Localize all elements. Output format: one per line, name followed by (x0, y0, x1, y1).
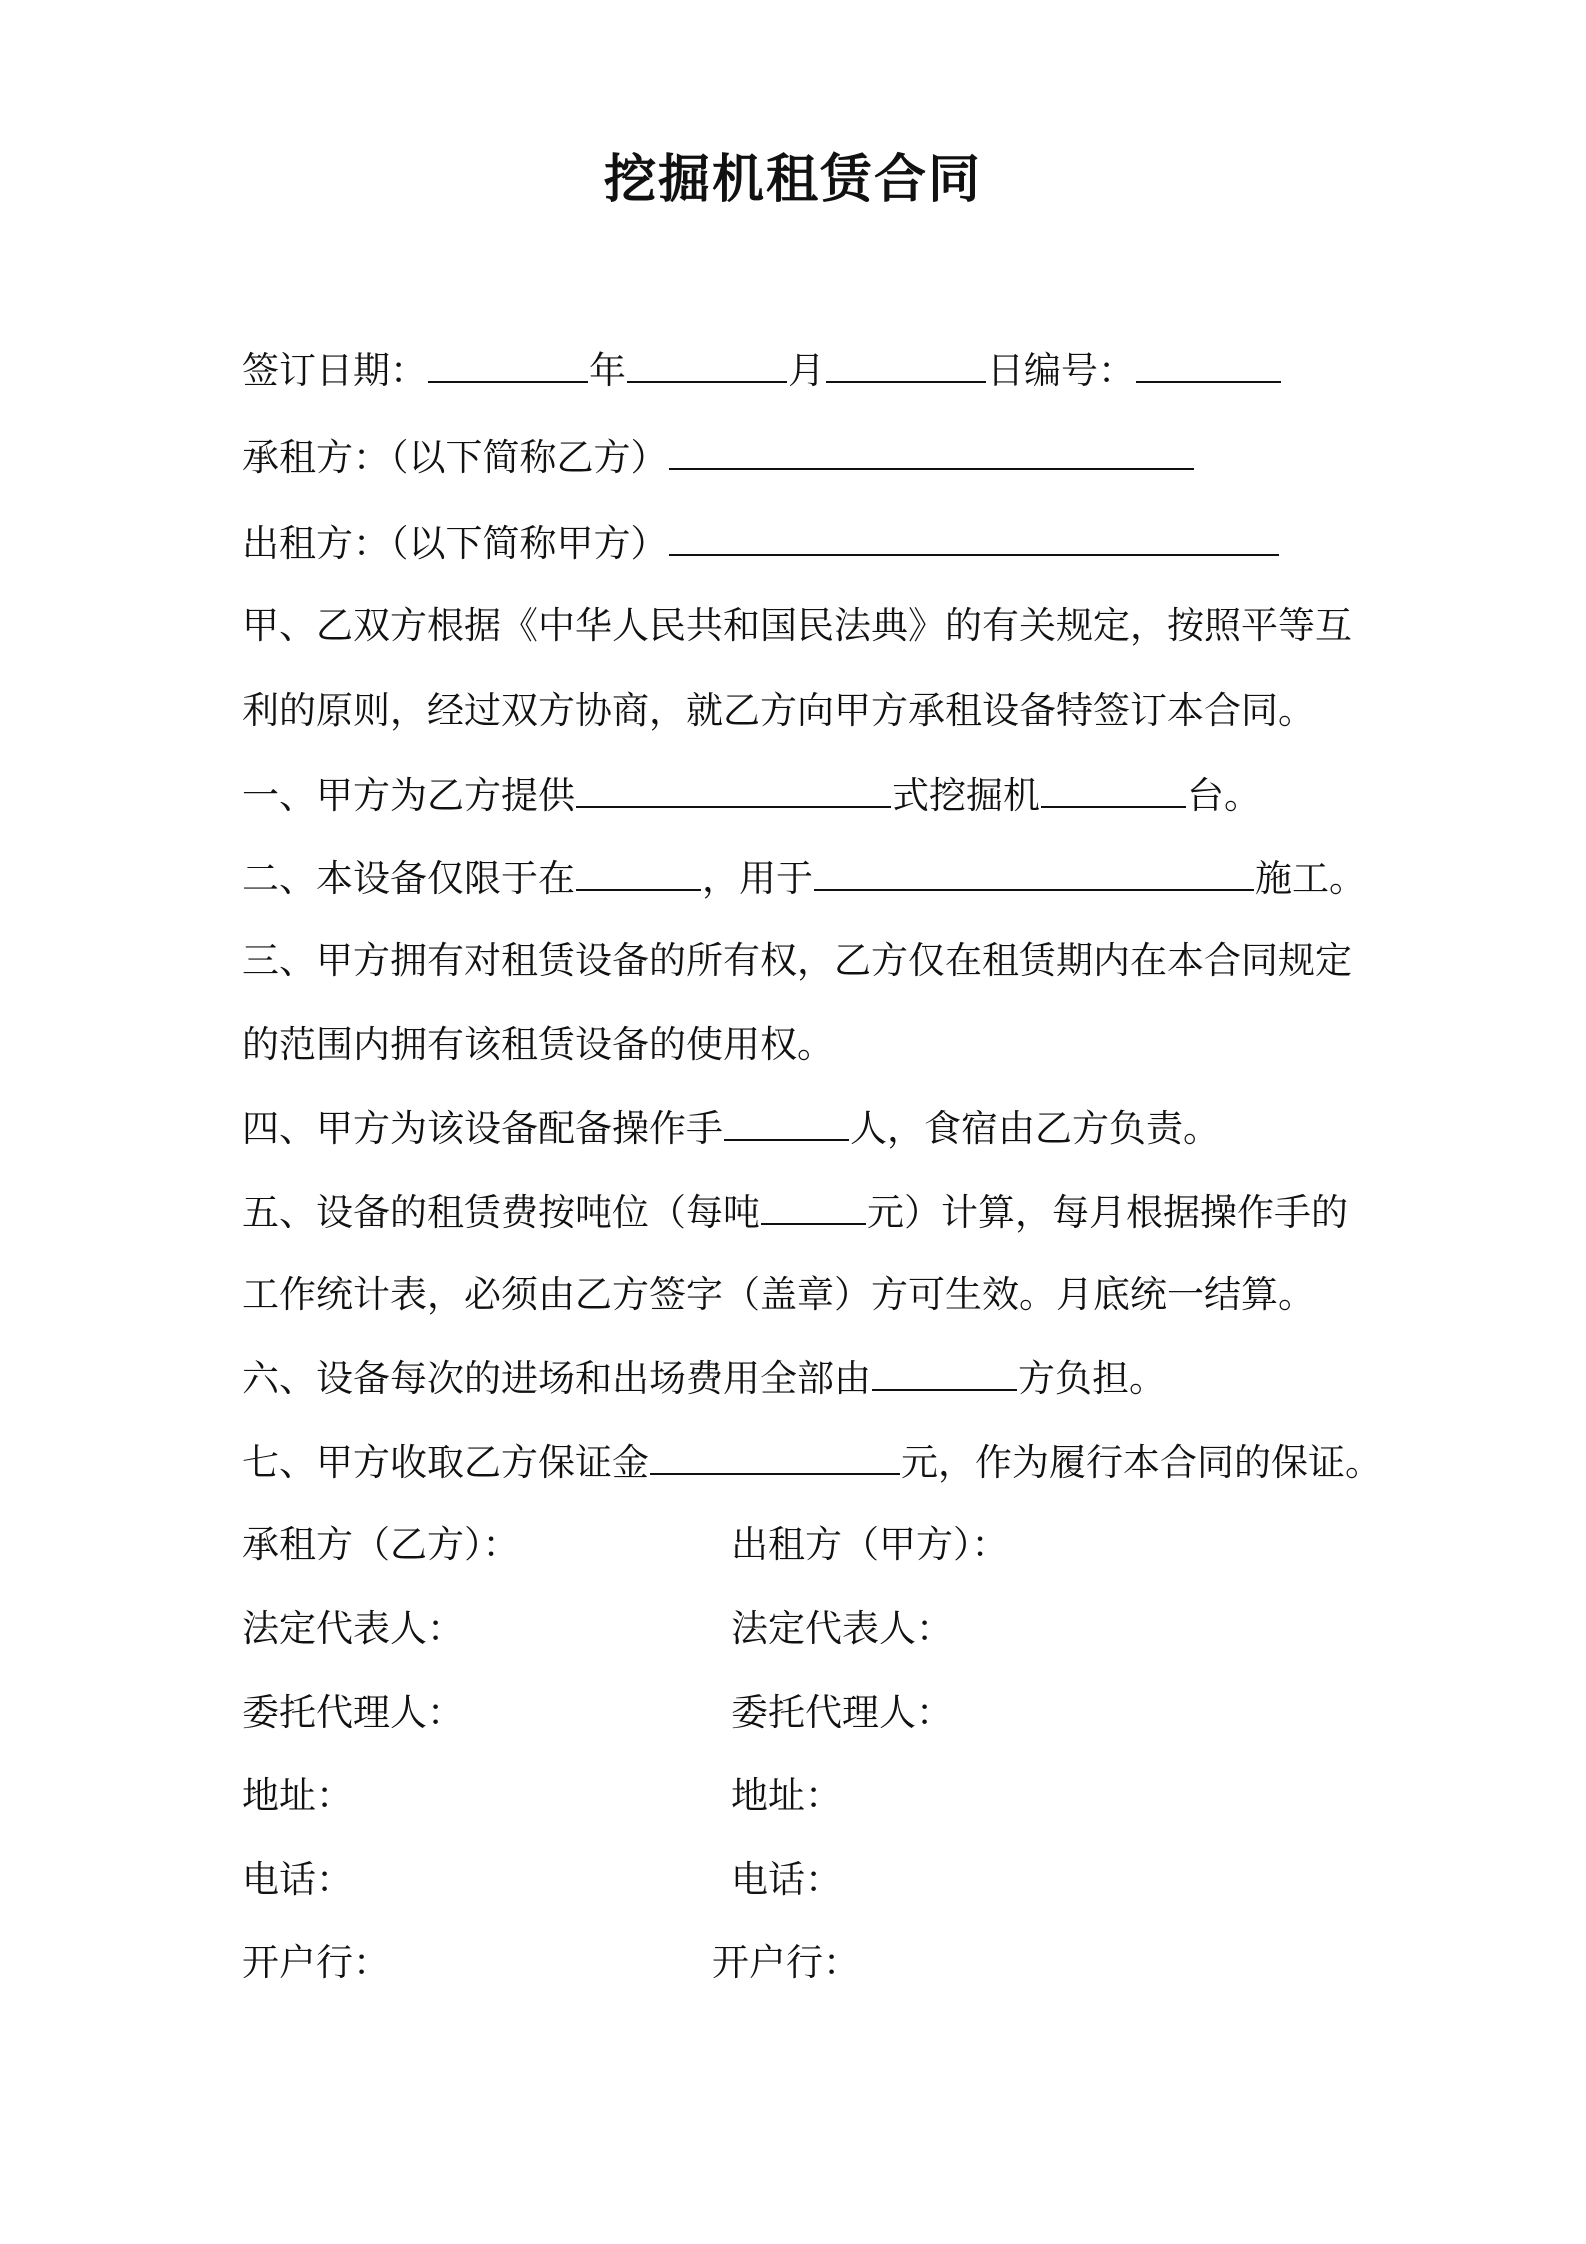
clause-3-line-1: 三、甲方拥有对租赁设备的所有权，乙方仅在租赁期内在本合同规定 (242, 939, 1352, 982)
date-line (242, 345, 1282, 396)
lessor-address-label: 地址： (731, 1774, 842, 1817)
lessor-bank-label: 开户行： (712, 1941, 860, 1984)
location-blank[interactable] (576, 853, 701, 891)
clause-5-text-a: 五、设备的租赁费按吨位（每吨 (242, 1191, 760, 1234)
lessee-label: 承租方：（以下简称乙方） (242, 436, 668, 479)
operator-count-blank[interactable] (724, 1103, 849, 1141)
clause-5-text-b: 元）计算，每月根据操作手的 (867, 1191, 1348, 1234)
clause-5-line-2: 工作统计表，必须由乙方签字（盖章）方可生效。月底统一结算。 (242, 1273, 1315, 1316)
clause-6-text-b: 方负担。 (1018, 1357, 1166, 1400)
excavator-count-blank[interactable] (1041, 770, 1186, 808)
rate-per-ton-blank[interactable] (761, 1187, 866, 1225)
lessor-label: 出租方：（以下简称甲方） (242, 522, 668, 565)
day-number-label: 日编号： (987, 349, 1135, 392)
lessee-line (242, 432, 1195, 483)
lessor-line (242, 518, 1280, 569)
excavator-model-blank[interactable] (576, 770, 891, 808)
fee-party-blank[interactable] (872, 1353, 1017, 1391)
lessor-blank[interactable] (669, 518, 1279, 556)
clause-6 (242, 1353, 1166, 1404)
lessor-party-label: 出租方（甲方）： (731, 1523, 1009, 1566)
clause-6-text-a: 六、设备每次的进场和出场费用全部由 (242, 1357, 871, 1400)
clause-4-text-a: 四、甲方为该设备配备操作手 (242, 1107, 723, 1150)
year-label: 年 (589, 349, 626, 392)
lessor-phone-label: 电话： (731, 1858, 842, 1901)
purpose-blank[interactable] (814, 853, 1254, 891)
clause-7 (242, 1437, 1382, 1488)
clause-2-text-c: 施工。 (1255, 857, 1366, 900)
clause-2-text-a: 二、本设备仅限于在 (242, 857, 575, 900)
clause-7-text-b: 元，作为履行本合同的保证。 (901, 1441, 1382, 1484)
page-title: 挖掘机租赁合同 (603, 150, 982, 210)
lessee-phone-label: 电话： (242, 1858, 353, 1901)
lessee-address-label: 地址： (242, 1774, 353, 1817)
lessee-blank[interactable] (669, 432, 1194, 470)
date-label: 签订日期： (242, 349, 427, 392)
clause-1-text-c: 台。 (1187, 774, 1261, 817)
clause-1-text-b: 式挖掘机 (892, 774, 1040, 817)
day-blank[interactable] (826, 345, 986, 383)
clause-5-line-1 (242, 1187, 1348, 1238)
clause-1 (242, 770, 1261, 821)
intro-line-2: 利的原则，经过双方协商，就乙方向甲方承租设备特签订本合同。 (242, 689, 1315, 732)
lessor-agent-label: 委托代理人： (731, 1691, 953, 1734)
clause-7-text-a: 七、甲方收取乙方保证金 (242, 1441, 649, 1484)
clause-4 (242, 1103, 1220, 1154)
clause-2-text-b: ，用于 (702, 857, 813, 900)
intro-line-1: 甲、乙双方根据《中华人民共和国民法典》的有关规定，按照平等互 (242, 604, 1352, 647)
clause-4-text-b: 人，食宿由乙方负责。 (850, 1107, 1220, 1150)
year-blank[interactable] (428, 345, 588, 383)
month-blank[interactable] (627, 345, 787, 383)
number-blank[interactable] (1136, 345, 1281, 383)
month-label: 月 (788, 349, 825, 392)
lessee-bank-label: 开户行： (242, 1941, 390, 1984)
clause-1-text-a: 一、甲方为乙方提供 (242, 774, 575, 817)
clause-3-line-2: 的范围内拥有该租赁设备的使用权。 (242, 1023, 834, 1066)
lessor-legal-rep-label: 法定代表人： (731, 1607, 953, 1650)
deposit-blank[interactable] (650, 1437, 900, 1475)
clause-2 (242, 853, 1366, 904)
lessee-legal-rep-label: 法定代表人： (242, 1607, 464, 1650)
lessee-party-label: 承租方（乙方）： (242, 1523, 520, 1566)
lessee-agent-label: 委托代理人： (242, 1691, 464, 1734)
